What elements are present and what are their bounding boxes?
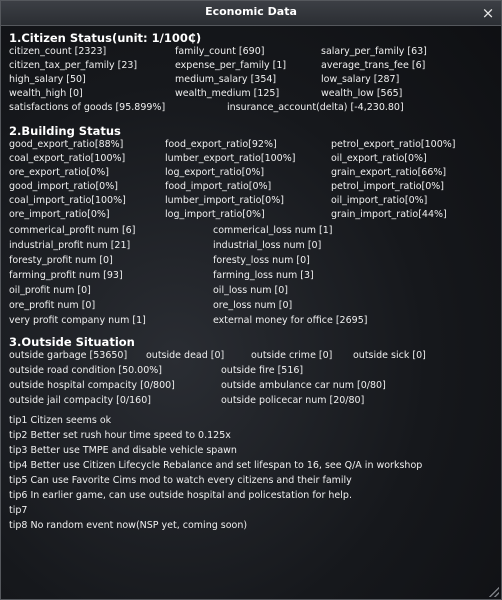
- ratio-cell: grain_export_ratio[66%]: [331, 167, 447, 178]
- outside-fire: outside fire [516]: [221, 365, 304, 376]
- loss-cell: farming_loss num [3]: [213, 270, 314, 281]
- outside-situation-heading: 3.Outside Situation: [9, 335, 135, 349]
- loss-cell: oil_loss num [0]: [213, 285, 288, 296]
- family-count: family_count [690]: [175, 46, 265, 57]
- citizen-count: citizen_count [2323]: [9, 46, 107, 57]
- ratio-cell: food_export_ratio[92%]: [165, 139, 277, 150]
- loss-cell: industrial_loss num [0]: [213, 240, 322, 251]
- tip-line: tip7: [9, 505, 28, 516]
- ratio-cell: oil_export_ratio[0%]: [331, 153, 427, 164]
- profit-cell: ore_profit num [0]: [9, 300, 96, 311]
- profit-cell: foresty_profit num [0]: [9, 255, 113, 266]
- tip-line: tip8 No random event now(NSP yet, coming soon): [9, 520, 248, 531]
- title-bar[interactable]: [1, 1, 501, 26]
- profit-cell: industrial_profit num [21]: [9, 240, 131, 251]
- ratio-cell: good_import_ratio[0%]: [9, 181, 118, 192]
- citizen-tax-per-family: citizen_tax_per_family [23]: [9, 60, 138, 71]
- outside-garbage: outside garbage [53650]: [9, 350, 128, 361]
- medium-salary: medium_salary [354]: [175, 74, 277, 85]
- outside-road-condition: outside road condition [50.00%]: [9, 365, 163, 376]
- tip-line: tip4 Better use Citizen Lifecycle Rebalance and set lifespan to 16, see Q/A in workshop: [9, 460, 423, 471]
- outside-sick: outside sick [0]: [353, 350, 426, 361]
- outside-policecar-num: outside policecar num [20/80]: [221, 395, 365, 406]
- ratio-cell: oil_import_ratio[0%]: [331, 195, 428, 206]
- wealth-high: wealth_high [0]: [9, 88, 83, 99]
- outside-hospital-compacity: outside hospital compacity [0/800]: [9, 380, 175, 391]
- ratio-cell: log_import_ratio[0%]: [165, 209, 265, 220]
- ratio-cell: lumber_export_ratio[100%]: [165, 153, 296, 164]
- average-trans-fee: average_trans_fee [6]: [321, 60, 426, 71]
- profit-cell: commerical_profit num [6]: [9, 225, 136, 236]
- tip-line: tip1 Citizen seems ok: [9, 415, 112, 426]
- outside-ambulance-num: outside ambulance car num [0/80]: [221, 380, 386, 391]
- salary-per-family: salary_per_family [63]: [321, 46, 427, 57]
- tip-line: tip2 Better set rush hour time speed to 0.125x: [9, 430, 231, 441]
- profit-cell: farming_profit num [93]: [9, 270, 123, 281]
- outside-crime: outside crime [0]: [251, 350, 333, 361]
- outside-jail-compacity: outside jail compacity [0/160]: [9, 395, 151, 406]
- ratio-cell: coal_import_ratio[100%]: [9, 195, 126, 206]
- ratio-cell: good_export_ratio[88%]: [9, 139, 124, 150]
- ratio-cell: petrol_export_ratio[100%]: [331, 139, 456, 150]
- tip-line: tip5 Can use Favorite Cims mod to watch every citizens and their family: [9, 475, 352, 486]
- wealth-low: wealth_low [565]: [321, 88, 403, 99]
- window-title: Economic Data: [205, 5, 297, 18]
- ratio-cell: ore_import_ratio[0%]: [9, 209, 110, 220]
- expense-per-family: expense_per_family [1]: [175, 60, 287, 71]
- external-money-office: external money for office [2695]: [213, 315, 368, 326]
- loss-cell: ore_loss num [0]: [213, 300, 293, 311]
- tip-line: tip6 In earlier game, can use outside hospital and policestation for help.: [9, 490, 352, 501]
- ratio-cell: coal_export_ratio[100%]: [9, 153, 126, 164]
- ratio-cell: grain_import_ratio[44%]: [331, 209, 447, 220]
- high-salary: high_salary [50]: [9, 74, 86, 85]
- outside-dead: outside dead [0]: [146, 350, 225, 361]
- close-icon[interactable]: ×: [481, 4, 495, 22]
- ratio-cell: log_export_ratio[0%]: [165, 167, 265, 178]
- loss-cell: commerical_loss num [1]: [213, 225, 333, 236]
- ratio-cell: food_import_ratio[0%]: [165, 181, 272, 192]
- tip-line: tip3 Better use TMPE and disable vehicle spawn: [9, 445, 237, 456]
- satisfaction-of-goods: satisfactions of goods [95.899%]: [9, 102, 166, 113]
- building-status-heading: 2.Building Status: [9, 124, 121, 138]
- loss-cell: foresty_loss num [0]: [213, 255, 310, 266]
- wealth-medium: wealth_medium [125]: [175, 88, 280, 99]
- citizen-status-heading: 1.Citizen Status(unit: 1/100₵): [9, 31, 202, 45]
- profit-cell: oil_profit num [0]: [9, 285, 91, 296]
- low-salary: low_salary [287]: [321, 74, 400, 85]
- content-area: [9, 31, 495, 599]
- resize-handle-icon[interactable]: [489, 587, 499, 597]
- very-profit-company: very profit company num [1]: [9, 315, 146, 326]
- ratio-cell: lumber_import_ratio[0%]: [165, 195, 284, 206]
- ratio-cell: ore_export_ratio[0%]: [9, 167, 110, 178]
- insurance-account: insurance_account(delta) [-4,230.80]: [227, 102, 404, 113]
- ratio-cell: petrol_import_ratio[0%]: [331, 181, 445, 192]
